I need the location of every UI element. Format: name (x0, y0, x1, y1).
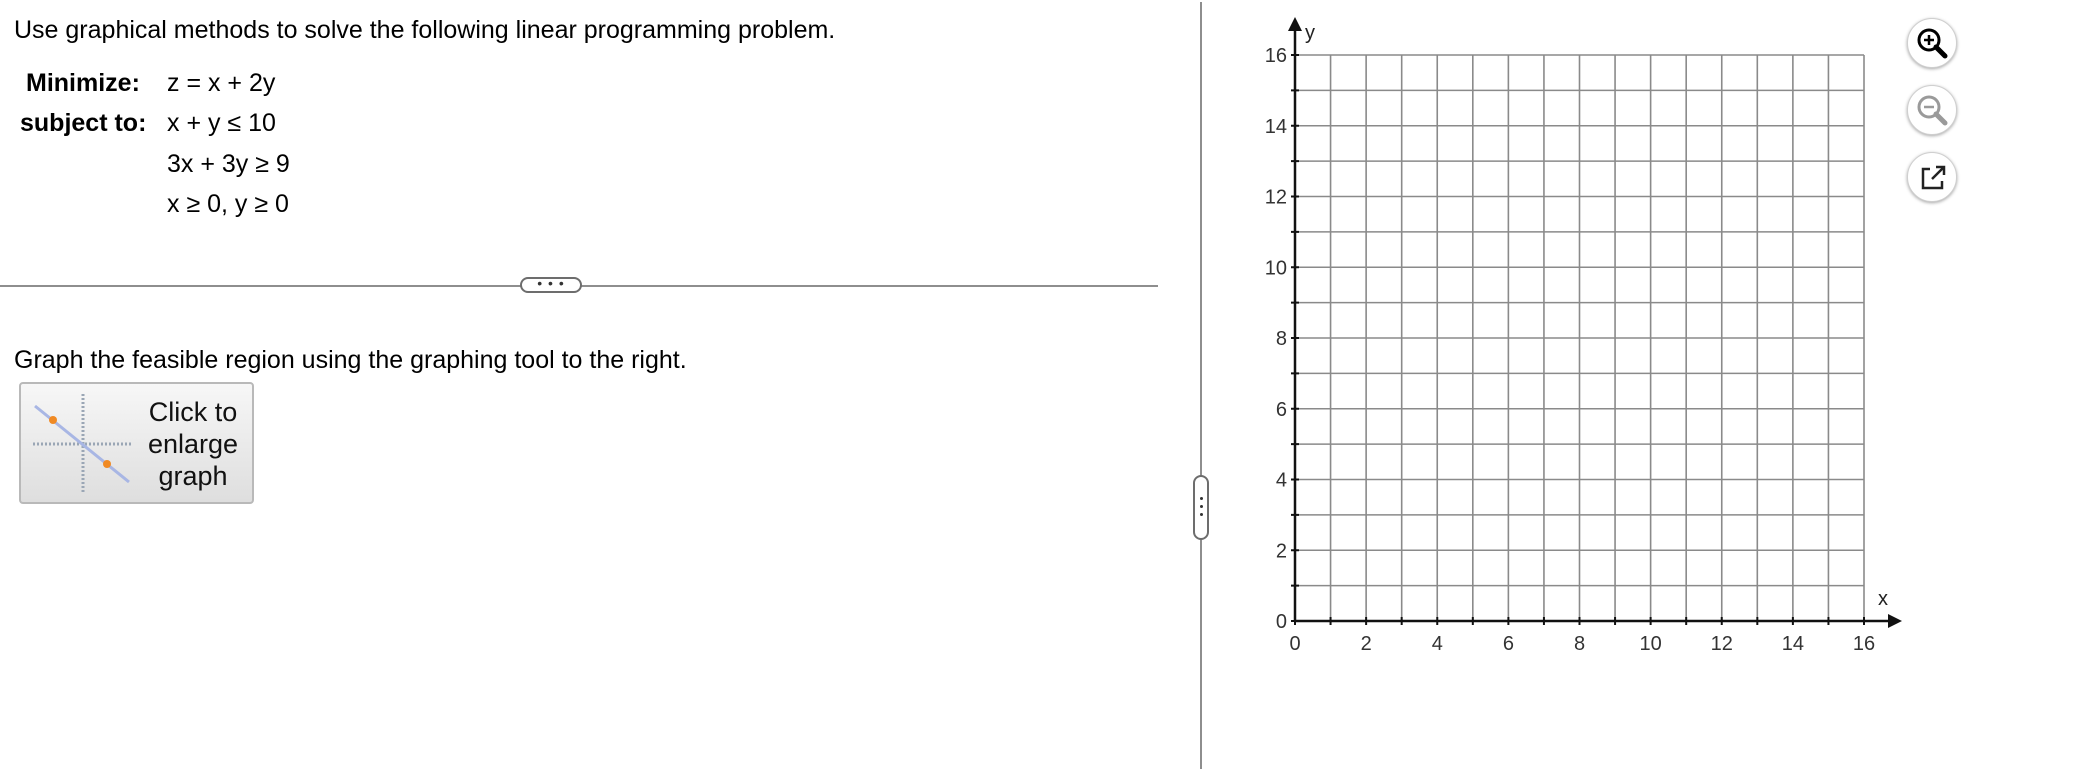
y-tick-label: 10 (1264, 257, 1287, 280)
y-tick-label: 8 (1275, 328, 1287, 350)
y-tick-label: 2 (1275, 540, 1287, 563)
zoom-in-button[interactable] (1907, 18, 1957, 68)
constraint-2: 3x + 3y ≥ 9 (167, 150, 290, 178)
constraint-3: x ≥ 0, y ≥ 0 (167, 190, 289, 218)
constraint-1: x + y ≤ 10 (167, 109, 276, 137)
objective-function: z = x + 2y (167, 69, 276, 97)
graph-thumbnail-icon (33, 394, 133, 494)
zoom-in-icon (1908, 19, 1958, 69)
x-tick-label: 0 (1289, 633, 1301, 655)
y-axis-label: y (1305, 22, 1315, 44)
x-axis-arrow-icon (1888, 614, 1902, 628)
x-axis-label: x (1878, 588, 1888, 610)
y-axis-arrow-icon (1288, 17, 1302, 31)
x-tick-label: 12 (1710, 633, 1733, 655)
graph-area[interactable] (1230, 0, 1910, 769)
x-tick-label: 2 (1360, 633, 1372, 655)
enlarge-graph-button[interactable] (19, 382, 254, 504)
x-tick-label: 4 (1431, 633, 1443, 655)
y-tick-label: 0 (1275, 611, 1287, 633)
problem-instruction: Use graphical methods to solve the following linear programming problem. (14, 16, 836, 44)
x-tick-label: 8 (1573, 633, 1586, 655)
y-tick-label: 6 (1275, 398, 1287, 421)
horizontal-divider-handle[interactable]: • • • (520, 277, 582, 293)
y-tick-label: 14 (1264, 115, 1287, 138)
subject-to-label: subject to: (20, 109, 147, 137)
x-tick-label: 6 (1502, 633, 1514, 655)
graph-instruction: Graph the feasible region using the graphing tool to the right. (14, 346, 687, 374)
y-tick-label: 4 (1275, 469, 1287, 492)
x-tick-label: 10 (1639, 633, 1662, 655)
minimize-label: Minimize: (26, 69, 140, 97)
x-tick-label: 16 (1852, 633, 1876, 655)
zoom-out-icon (1908, 86, 1958, 136)
popout-button[interactable] (1907, 152, 1957, 202)
y-tick-label: 16 (1264, 45, 1287, 67)
enlarge-graph-label: Click to enlarge graph (147, 397, 239, 491)
vertical-divider (1200, 2, 1202, 769)
zoom-out-button[interactable] (1907, 85, 1957, 135)
vertical-divider-handle[interactable] (1193, 475, 1209, 540)
external-link-icon (1908, 153, 1958, 203)
y-tick-label: 12 (1264, 186, 1287, 209)
x-tick-label: 14 (1781, 633, 1804, 655)
